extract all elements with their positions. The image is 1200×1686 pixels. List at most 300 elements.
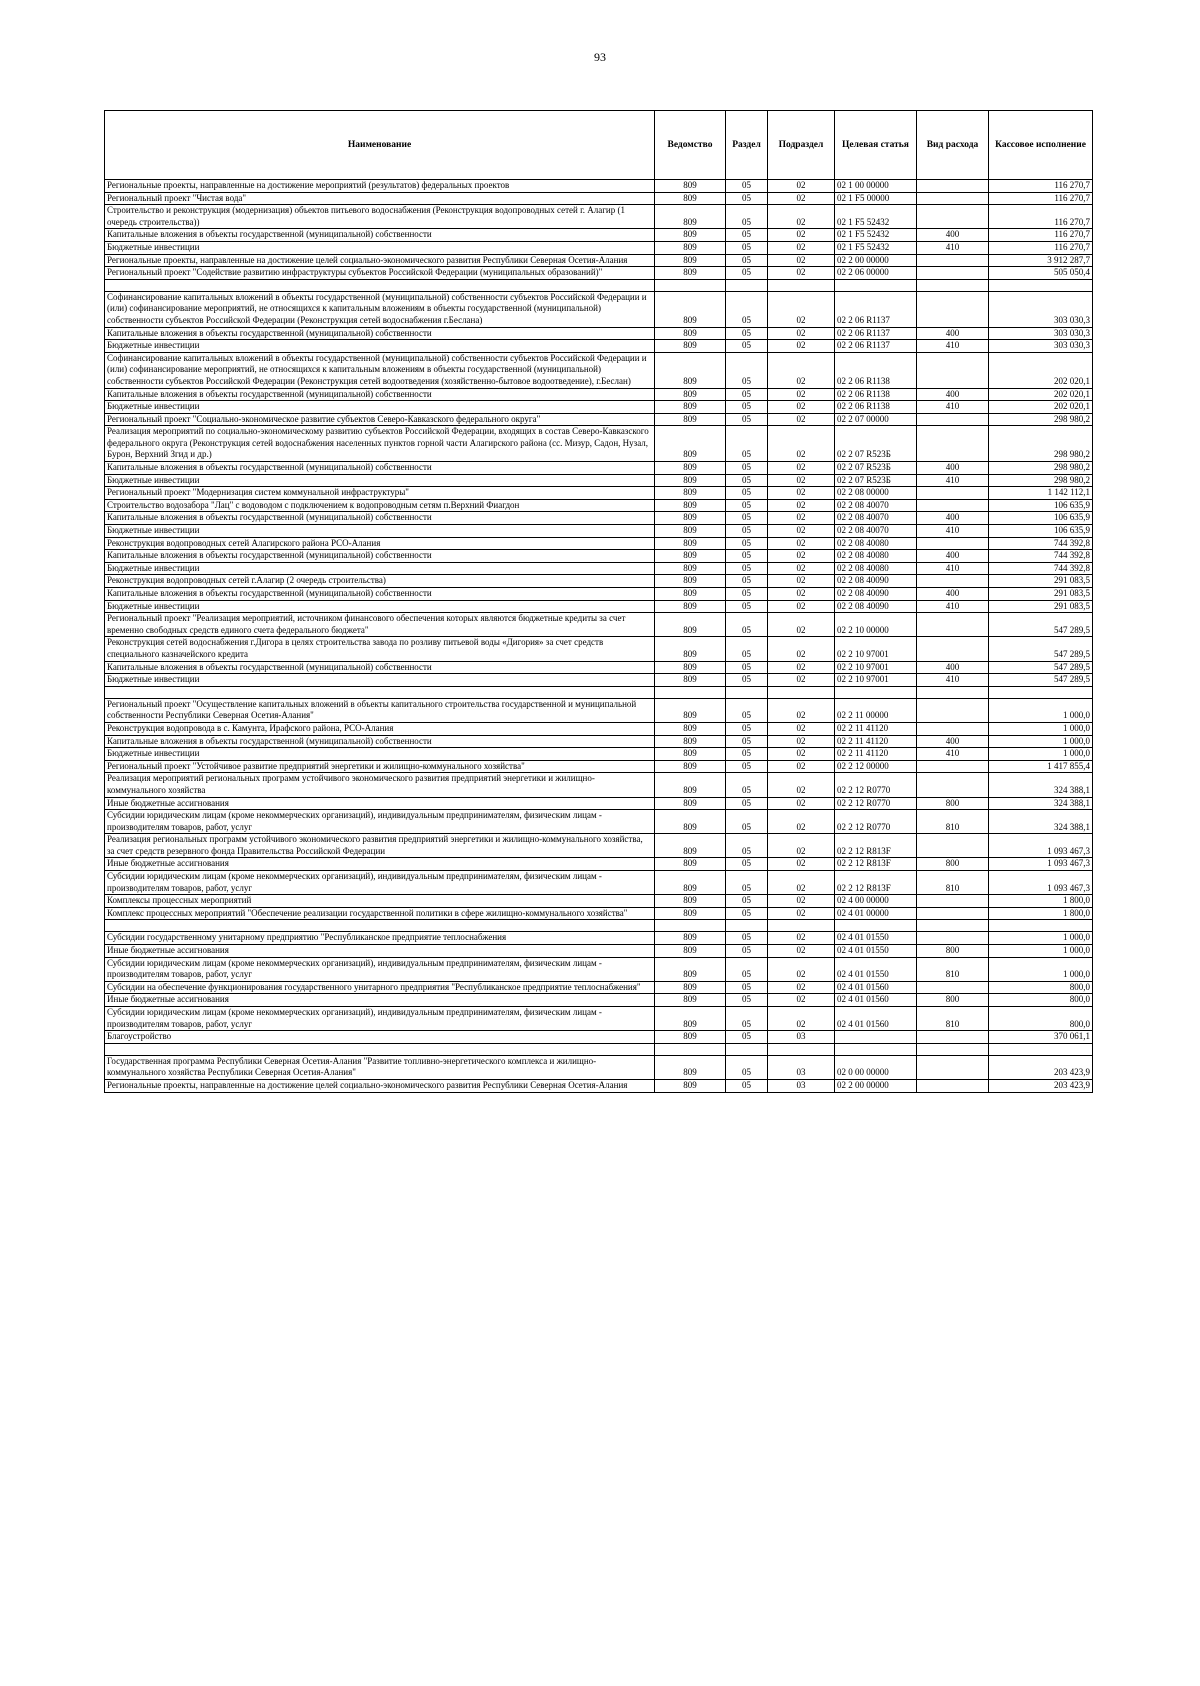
cell-celevaya: 02 1 F5 52432 (835, 229, 917, 242)
cell-vid (917, 698, 989, 722)
cell-vid (917, 254, 989, 267)
cell-celevaya: 02 2 00 00000 (835, 1079, 917, 1092)
cell-name: Бюджетные инвестиции (105, 674, 655, 687)
cell-name: Реализация мероприятий региональных программ устойчивого экономического развития предприятий энергетики и жилищно-коммунального хозяйства (105, 773, 655, 797)
cell-kassovoe: 1 000,0 (989, 957, 1093, 981)
cell-razdel: 05 (726, 895, 768, 908)
cell-celevaya: 02 2 06 R1137 (835, 291, 917, 327)
cell-kassovoe: 800,0 (989, 1007, 1093, 1031)
cell-celevaya: 02 2 08 40070 (835, 512, 917, 525)
table-row (105, 229, 1093, 242)
cell-kassovoe: 324 388,1 (989, 773, 1093, 797)
table-row (105, 1031, 1093, 1044)
table-row (105, 637, 1093, 661)
table-row (105, 401, 1093, 414)
table-row (105, 834, 1093, 858)
cell-kassovoe: 106 635,9 (989, 512, 1093, 525)
cell-podrazdel: 02 (768, 871, 835, 895)
header-vedomstvo: Ведомство (655, 111, 726, 180)
cell-kassovoe: 291 083,5 (989, 588, 1093, 601)
header-name: Наименование (105, 111, 655, 180)
cell-razdel: 05 (726, 932, 768, 945)
cell-podrazdel: 02 (768, 945, 835, 958)
cell-name: Капитальные вложения в объекты государственной (муниципальной) собственности (105, 735, 655, 748)
cell-vedomstvo: 809 (655, 401, 726, 414)
cell-razdel: 05 (726, 773, 768, 797)
cell-vid (917, 1043, 989, 1055)
table-row (105, 994, 1093, 1007)
table-row (105, 550, 1093, 563)
cell-podrazdel: 02 (768, 550, 835, 563)
cell-name: Капитальные вложения в объекты государственной (муниципальной) собственности (105, 512, 655, 525)
cell-razdel: 05 (726, 267, 768, 280)
cell-vedomstvo: 809 (655, 1079, 726, 1092)
cell-vid (917, 613, 989, 637)
cell-celevaya: 02 4 01 01550 (835, 945, 917, 958)
cell-name: Бюджетные инвестиции (105, 474, 655, 487)
table-row (105, 895, 1093, 908)
cell-vid (917, 722, 989, 735)
table-header-row (105, 111, 1093, 180)
cell-vedomstvo: 809 (655, 1031, 726, 1044)
table-row (105, 499, 1093, 512)
table-row (105, 487, 1093, 500)
cell-name: Региональный проект "Осуществление капитальных вложений в объекты капитального строительства государственной и муниципальной собственности Республики Северная Осетия-Алания" (105, 698, 655, 722)
cell-name (105, 920, 655, 932)
cell-vedomstvo (655, 279, 726, 291)
cell-vid: 410 (917, 401, 989, 414)
cell-razdel: 05 (726, 722, 768, 735)
cell-kassovoe: 291 083,5 (989, 600, 1093, 613)
cell-podrazdel: 02 (768, 981, 835, 994)
cell-name: Реализация региональных программ устойчивого экономического развития предприятий энергетики и жилищно-коммунального хозяйства, за счет средств резервного фонда Правительства Российской Федерации (105, 834, 655, 858)
cell-name: Благоустройство (105, 1031, 655, 1044)
cell-celevaya: 02 2 10 97001 (835, 661, 917, 674)
cell-celevaya (835, 1031, 917, 1044)
cell-vid: 400 (917, 735, 989, 748)
table-row (105, 760, 1093, 773)
cell-name: Иные бюджетные ассигнования (105, 945, 655, 958)
cell-celevaya: 02 2 12 R0770 (835, 810, 917, 834)
table-row (105, 205, 1093, 229)
table-row (105, 327, 1093, 340)
cell-vedomstvo: 809 (655, 192, 726, 205)
cell-vid: 800 (917, 945, 989, 958)
cell-celevaya: 02 2 12 00000 (835, 760, 917, 773)
cell-razdel: 05 (726, 352, 768, 388)
cell-razdel (726, 920, 768, 932)
cell-kassovoe: 298 980,2 (989, 462, 1093, 475)
cell-vid: 410 (917, 241, 989, 254)
cell-name: Комплекс процессных мероприятий "Обеспечение реализации государственной политики в сфере жилищно-коммунального хозяйства" (105, 907, 655, 920)
header-kassovoe: Кассовое исполнение (989, 111, 1093, 180)
cell-name: Строительство и реконструкция (модернизация) объектов питьевого водоснабжения (Реконструкция водопроводных сетей г. Алагир (1 очередь строительства)) (105, 205, 655, 229)
cell-vedomstvo: 809 (655, 810, 726, 834)
cell-vedomstvo: 809 (655, 499, 726, 512)
cell-razdel: 05 (726, 637, 768, 661)
cell-razdel: 05 (726, 674, 768, 687)
cell-vedomstvo: 809 (655, 575, 726, 588)
cell-razdel: 05 (726, 981, 768, 994)
cell-podrazdel (768, 686, 835, 698)
cell-kassovoe: 116 270,7 (989, 180, 1093, 193)
cell-vedomstvo: 809 (655, 932, 726, 945)
cell-vedomstvo (655, 1043, 726, 1055)
cell-podrazdel (768, 279, 835, 291)
cell-kassovoe (989, 1043, 1093, 1055)
cell-vid (917, 920, 989, 932)
cell-celevaya: 02 2 07 R523Б (835, 426, 917, 462)
cell-celevaya (835, 920, 917, 932)
cell-kassovoe: 202 020,1 (989, 401, 1093, 414)
cell-vedomstvo: 809 (655, 760, 726, 773)
cell-name: Региональные проекты, направленные на достижение целей социально-экономического развития Республики Северная Осетия-Алания (105, 1079, 655, 1092)
cell-name: Реконструкция водопровода в с. Камунта, Ирафского района, РСО-Алания (105, 722, 655, 735)
cell-kassovoe: 800,0 (989, 981, 1093, 994)
cell-vedomstvo: 809 (655, 957, 726, 981)
cell-razdel: 05 (726, 562, 768, 575)
cell-kassovoe: 1 093 467,3 (989, 871, 1093, 895)
cell-razdel: 05 (726, 241, 768, 254)
cell-vedomstvo: 809 (655, 474, 726, 487)
cell-vid (917, 487, 989, 500)
cell-vedomstvo: 809 (655, 613, 726, 637)
cell-vid: 400 (917, 512, 989, 525)
cell-kassovoe: 505 050,4 (989, 267, 1093, 280)
cell-kassovoe: 116 270,7 (989, 229, 1093, 242)
cell-vid (917, 499, 989, 512)
table-row (105, 462, 1093, 475)
cell-name: Капитальные вложения в объекты государственной (муниципальной) собственности (105, 462, 655, 475)
cell-name: Комплексы процессных мероприятий (105, 895, 655, 908)
cell-celevaya: 02 2 10 00000 (835, 613, 917, 637)
cell-razdel: 05 (726, 698, 768, 722)
table-row (105, 525, 1093, 538)
cell-kassovoe: 202 020,1 (989, 352, 1093, 388)
cell-vid: 410 (917, 562, 989, 575)
cell-vedomstvo: 809 (655, 907, 726, 920)
cell-celevaya: 02 4 01 01560 (835, 994, 917, 1007)
cell-name: Бюджетные инвестиции (105, 525, 655, 538)
cell-kassovoe: 106 635,9 (989, 499, 1093, 512)
cell-kassovoe: 303 030,3 (989, 340, 1093, 353)
cell-vid: 810 (917, 871, 989, 895)
cell-podrazdel: 02 (768, 698, 835, 722)
cell-podrazdel: 02 (768, 735, 835, 748)
cell-name: Бюджетные инвестиции (105, 748, 655, 761)
cell-celevaya: 02 2 06 R1138 (835, 401, 917, 414)
cell-celevaya: 02 2 08 40080 (835, 550, 917, 563)
cell-vid: 400 (917, 588, 989, 601)
cell-name: Иные бюджетные ассигнования (105, 994, 655, 1007)
cell-razdel: 05 (726, 871, 768, 895)
cell-podrazdel: 02 (768, 267, 835, 280)
cell-celevaya: 02 2 07 R523Б (835, 462, 917, 475)
cell-kassovoe: 203 423,9 (989, 1079, 1093, 1092)
cell-vedomstvo: 809 (655, 352, 726, 388)
cell-celevaya: 02 2 06 R1137 (835, 327, 917, 340)
table-row (105, 279, 1093, 291)
cell-vid (917, 895, 989, 908)
cell-kassovoe: 203 423,9 (989, 1055, 1093, 1079)
cell-celevaya: 02 2 12 R0770 (835, 797, 917, 810)
cell-podrazdel: 02 (768, 401, 835, 414)
cell-vedomstvo: 809 (655, 537, 726, 550)
cell-razdel: 05 (726, 291, 768, 327)
cell-kassovoe (989, 279, 1093, 291)
cell-podrazdel: 02 (768, 474, 835, 487)
cell-podrazdel: 02 (768, 525, 835, 538)
cell-vid: 410 (917, 748, 989, 761)
cell-kassovoe: 202 020,1 (989, 388, 1093, 401)
cell-vedomstvo: 809 (655, 562, 726, 575)
cell-celevaya: 02 2 08 40080 (835, 537, 917, 550)
cell-podrazdel: 02 (768, 352, 835, 388)
table-row (105, 512, 1093, 525)
cell-vedomstvo: 809 (655, 241, 726, 254)
cell-celevaya: 02 2 08 00000 (835, 487, 917, 500)
budget-table (104, 110, 1093, 1093)
cell-podrazdel: 02 (768, 957, 835, 981)
cell-kassovoe (989, 920, 1093, 932)
cell-vid: 800 (917, 994, 989, 1007)
cell-vid (917, 760, 989, 773)
cell-celevaya: 02 2 11 41120 (835, 748, 917, 761)
cell-celevaya: 02 2 11 41120 (835, 735, 917, 748)
cell-name: Капитальные вложения в объекты государственной (муниципальной) собственности (105, 388, 655, 401)
cell-podrazdel: 02 (768, 562, 835, 575)
cell-name: Государственная программа Республики Северная Осетия-Алания "Развитие топливно-энергетического комплекса и жилищно-коммунального хозяйства Республики Северная Осетия-Алания" (105, 1055, 655, 1079)
table-row (105, 722, 1093, 735)
cell-vid: 800 (917, 797, 989, 810)
cell-podrazdel: 02 (768, 810, 835, 834)
cell-celevaya: 02 1 F5 52432 (835, 241, 917, 254)
table-row (105, 871, 1093, 895)
cell-name: Софинансирование капитальных вложений в объекты государственной (муниципальной) собственности субъектов Российской Федерации и (или) софинансирование мероприятий, не относящихся к капитальным вложениям в объекты государственной (муниципальной) собственности субъектов Российской Федерации (Реконструкция сетей водоотведения (хозяйственно-бытовое водоотведение), г.Беслан) (105, 352, 655, 388)
cell-razdel: 05 (726, 229, 768, 242)
cell-celevaya: 02 0 00 00000 (835, 1055, 917, 1079)
cell-podrazdel: 02 (768, 722, 835, 735)
cell-celevaya: 02 2 12 R813F (835, 858, 917, 871)
table-row (105, 981, 1093, 994)
table-row (105, 810, 1093, 834)
table-row (105, 575, 1093, 588)
cell-podrazdel: 02 (768, 254, 835, 267)
cell-vid (917, 192, 989, 205)
cell-kassovoe: 744 392,8 (989, 537, 1093, 550)
table-row (105, 267, 1093, 280)
cell-podrazdel: 02 (768, 760, 835, 773)
cell-name: Реализация мероприятий по социально-экономическому развитию субъектов Российской Федерации, входящих в состав Северо-Кавказского федерального округа (Реконструкция сетей водоснабжения населенных пунктов горной части Алагирского района (сс. Мизур, Садон, Нузал, Бурон, Верхний Згид и др.) (105, 426, 655, 462)
cell-kassovoe: 370 061,1 (989, 1031, 1093, 1044)
cell-name: Региональный проект "Устойчивое развитие предприятий энергетики и жилищно-коммунального хозяйства" (105, 760, 655, 773)
cell-name: Капитальные вложения в объекты государственной (муниципальной) собственности (105, 661, 655, 674)
cell-podrazdel: 02 (768, 241, 835, 254)
cell-vid (917, 291, 989, 327)
table-row (105, 773, 1093, 797)
cell-vid (917, 352, 989, 388)
table-row (105, 735, 1093, 748)
cell-razdel: 05 (726, 957, 768, 981)
cell-vid: 400 (917, 462, 989, 475)
header-vid: Вид расхода (917, 111, 989, 180)
cell-vedomstvo (655, 686, 726, 698)
cell-name: Региональный проект "Модернизация систем коммунальной инфраструктуры" (105, 487, 655, 500)
cell-name: Бюджетные инвестиции (105, 340, 655, 353)
cell-vid: 410 (917, 674, 989, 687)
cell-kassovoe: 298 980,2 (989, 413, 1093, 426)
cell-vedomstvo: 809 (655, 205, 726, 229)
cell-kassovoe: 298 980,2 (989, 474, 1093, 487)
cell-kassovoe: 106 635,9 (989, 525, 1093, 538)
cell-vedomstvo: 809 (655, 1007, 726, 1031)
cell-celevaya: 02 2 07 00000 (835, 413, 917, 426)
table-row (105, 413, 1093, 426)
cell-vedomstvo: 809 (655, 698, 726, 722)
cell-kassovoe: 1 093 467,3 (989, 858, 1093, 871)
cell-name: Региональный проект "Социально-экономическое развитие субъектов Северо-Кавказского федерального округа" (105, 413, 655, 426)
cell-celevaya (835, 686, 917, 698)
cell-vedomstvo: 809 (655, 994, 726, 1007)
cell-celevaya: 02 2 12 R0770 (835, 773, 917, 797)
cell-vid: 810 (917, 810, 989, 834)
cell-razdel: 05 (726, 180, 768, 193)
cell-kassovoe: 324 388,1 (989, 810, 1093, 834)
cell-podrazdel (768, 1043, 835, 1055)
cell-razdel: 05 (726, 748, 768, 761)
cell-podrazdel: 02 (768, 499, 835, 512)
cell-razdel: 05 (726, 994, 768, 1007)
cell-celevaya (835, 279, 917, 291)
cell-name: Иные бюджетные ассигнования (105, 797, 655, 810)
cell-razdel: 05 (726, 426, 768, 462)
cell-razdel: 05 (726, 525, 768, 538)
cell-razdel: 05 (726, 550, 768, 563)
cell-razdel: 05 (726, 327, 768, 340)
cell-podrazdel: 02 (768, 413, 835, 426)
cell-kassovoe: 547 289,5 (989, 613, 1093, 637)
cell-vedomstvo: 809 (655, 462, 726, 475)
cell-vid (917, 932, 989, 945)
cell-podrazdel: 02 (768, 192, 835, 205)
cell-razdel: 05 (726, 600, 768, 613)
cell-vedomstvo: 809 (655, 661, 726, 674)
cell-kassovoe: 116 270,7 (989, 205, 1093, 229)
cell-podrazdel: 02 (768, 797, 835, 810)
cell-razdel: 05 (726, 613, 768, 637)
cell-razdel: 05 (726, 205, 768, 229)
cell-name: Реконструкция водопроводных сетей г.Алагир (2 очередь строительства) (105, 575, 655, 588)
cell-vedomstvo: 809 (655, 413, 726, 426)
cell-razdel: 05 (726, 537, 768, 550)
cell-razdel: 05 (726, 401, 768, 414)
cell-podrazdel: 02 (768, 291, 835, 327)
cell-vedomstvo: 809 (655, 229, 726, 242)
cell-celevaya: 02 2 10 97001 (835, 674, 917, 687)
cell-celevaya: 02 1 00 00000 (835, 180, 917, 193)
cell-vid (917, 1031, 989, 1044)
cell-celevaya: 02 1 F5 52432 (835, 205, 917, 229)
table-row (105, 1043, 1093, 1055)
cell-vid: 410 (917, 525, 989, 538)
table-row (105, 907, 1093, 920)
cell-podrazdel: 02 (768, 748, 835, 761)
cell-vedomstvo: 809 (655, 487, 726, 500)
cell-podrazdel: 02 (768, 512, 835, 525)
cell-kassovoe: 1 000,0 (989, 932, 1093, 945)
cell-podrazdel: 03 (768, 1031, 835, 1044)
cell-razdel: 05 (726, 413, 768, 426)
cell-celevaya: 02 2 08 40080 (835, 562, 917, 575)
cell-vid (917, 686, 989, 698)
cell-vid: 410 (917, 474, 989, 487)
cell-celevaya: 02 2 06 00000 (835, 267, 917, 280)
cell-vedomstvo: 809 (655, 895, 726, 908)
cell-razdel: 05 (726, 1055, 768, 1079)
cell-kassovoe: 116 270,7 (989, 192, 1093, 205)
cell-podrazdel: 02 (768, 487, 835, 500)
cell-celevaya: 02 2 07 R523Б (835, 474, 917, 487)
cell-razdel: 05 (726, 340, 768, 353)
cell-podrazdel: 02 (768, 895, 835, 908)
cell-celevaya: 02 2 11 41120 (835, 722, 917, 735)
cell-vid: 400 (917, 550, 989, 563)
cell-name (105, 1043, 655, 1055)
cell-razdel (726, 279, 768, 291)
cell-celevaya: 02 4 01 01560 (835, 981, 917, 994)
cell-name: Строительство водозабора "Лац" с водоводом с подключением к водопроводным сетям п.Верхний Фиагдон (105, 499, 655, 512)
cell-name: Региональные проекты, направленные на достижение целей социально-экономического развития Республики Северная Осетия-Алания (105, 254, 655, 267)
cell-podrazdel: 02 (768, 661, 835, 674)
cell-podrazdel: 02 (768, 575, 835, 588)
cell-razdel: 05 (726, 474, 768, 487)
table-row (105, 797, 1093, 810)
cell-name: Реконструкция водопроводных сетей Алагирского района РСО-Алания (105, 537, 655, 550)
cell-vedomstvo: 809 (655, 1055, 726, 1079)
cell-podrazdel: 02 (768, 340, 835, 353)
cell-name: Региональный проект "Содействие развитию инфраструктуры субъектов Российской Федерации (муниципальных образований)" (105, 267, 655, 280)
cell-vedomstvo: 809 (655, 388, 726, 401)
cell-celevaya: 02 2 12 R813F (835, 834, 917, 858)
cell-razdel: 05 (726, 575, 768, 588)
cell-name: Бюджетные инвестиции (105, 600, 655, 613)
cell-vedomstvo: 809 (655, 267, 726, 280)
table-row (105, 1055, 1093, 1079)
cell-razdel: 05 (726, 810, 768, 834)
cell-kassovoe: 298 980,2 (989, 426, 1093, 462)
cell-kassovoe: 1 000,0 (989, 945, 1093, 958)
cell-podrazdel: 02 (768, 1007, 835, 1031)
table-row (105, 254, 1093, 267)
cell-celevaya: 02 2 06 R1137 (835, 340, 917, 353)
cell-name: Бюджетные инвестиции (105, 401, 655, 414)
cell-name: Капитальные вложения в объекты государственной (муниципальной) собственности (105, 588, 655, 601)
cell-vedomstvo: 809 (655, 600, 726, 613)
cell-name: Иные бюджетные ассигнования (105, 858, 655, 871)
cell-celevaya: 02 4 01 01550 (835, 932, 917, 945)
cell-celevaya: 02 2 12 R813F (835, 871, 917, 895)
header-podrazdel: Подраздел (768, 111, 835, 180)
cell-kassovoe: 1 417 855,4 (989, 760, 1093, 773)
cell-razdel: 05 (726, 388, 768, 401)
table-row (105, 698, 1093, 722)
cell-razdel: 05 (726, 1079, 768, 1092)
cell-kassovoe: 303 030,3 (989, 327, 1093, 340)
cell-celevaya: 02 2 08 40090 (835, 600, 917, 613)
cell-celevaya: 02 4 00 00000 (835, 895, 917, 908)
cell-vid (917, 267, 989, 280)
cell-podrazdel: 02 (768, 327, 835, 340)
